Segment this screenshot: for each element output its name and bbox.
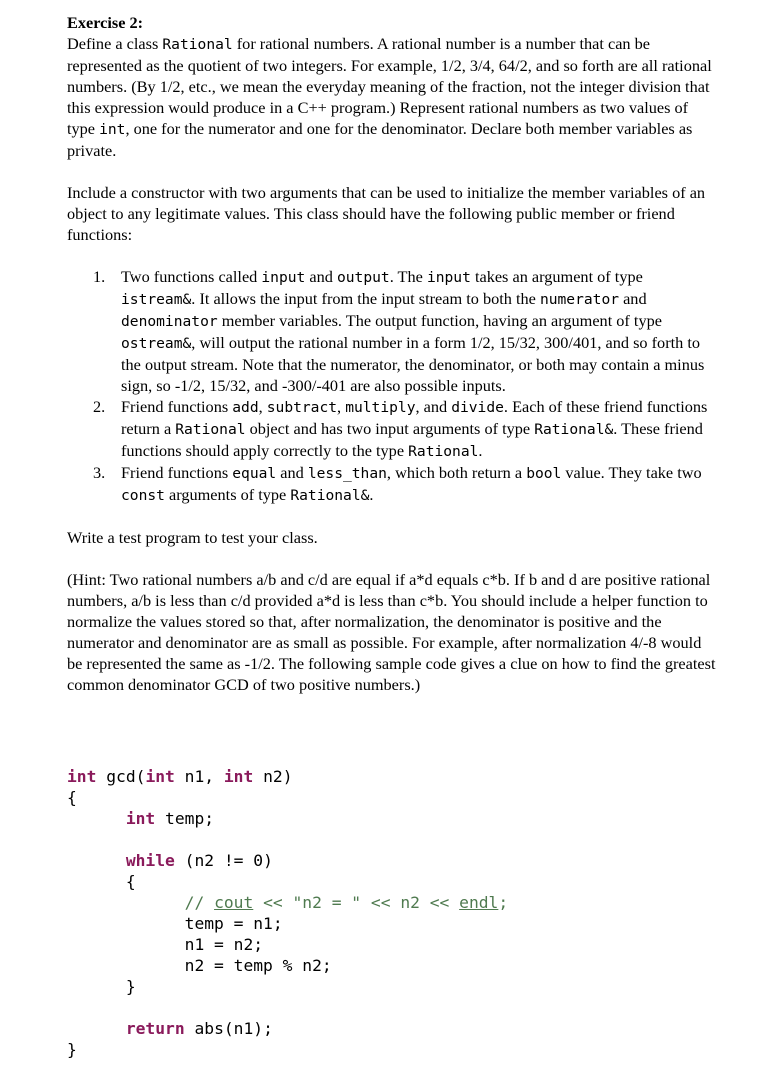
requirements-list [67,266,717,506]
constructor-paragraph: Include a constructor with two arguments that can be used to initialize the member variables of an object to any legitimate values. This class should have the following public member or friend functions: [67,183,706,244]
code-line-inner-close: } [125,977,136,996]
list-item: 3. Friend functions equal and less_than, which both return a bool value. They take two const arguments of type Rational&. [93,463,702,504]
intro-paragraph: Define a class Rational for rational numbers. A rational number is a number that can be represented as the quotient of two integers. For example, 1/2, 3/4, 64/2, and so forth are all rational numbers. (By 1/2, etc., we mean the everyday meaning of the fraction, not the integer division that this expression would produce in a C++ program.) Represent rational numbers as two values of type int, one for the numerator and one for the denominator. Declare both member variables as private. [67,34,712,160]
hint-paragraph: (Hint: Two rational numbers a/b and c/d are equal if a*d equals c*b. If b and d are positive rational numbers, a/b is less than c/d provided a*d is less than c*b. You should include a helper function to normalize the values stored so that, after normalization, the denominator is positive and the numerator and denominator are as small as possible. For example, after normalization 4/-8 would be represented the same as -1/2. The following sample code gives a clue on how to find the greatest common denominator GCD of two positive numbers.) [67,570,716,694]
gcd-code-sample [67,766,508,1060]
code-line-inner-open: { [125,872,136,891]
code-line-n2: n2 = temp % n2; [184,956,332,975]
code-line-while: while (n2 != 0) [125,851,273,870]
code-line-temp: temp = n1; [184,914,283,933]
code-open-brace: { [67,788,77,807]
code-line-return: return abs(n1); [125,1019,273,1038]
test-program-paragraph: Write a test program to test your class. [67,528,318,547]
code-close-brace: } [67,1040,77,1059]
exercise-title: Exercise 2: [67,13,144,32]
code-line-decl: int temp; [125,809,215,828]
code-line-n1: n1 = n2; [184,935,264,954]
exercise-document [67,12,717,695]
list-item: 1. Two functions called input and output. The input takes an argument of type istream&. It allows the input from the input stream to both the numerator and denominator member variables. The output function, having an argument of type ostream&, will output the rational number in a form 1/2, 15/32, 300/401, and so forth to the output stream. Note that the numerator, the denominator, or both may contain a minus sign, so -1/2, 15/32, and -300/-401 are also possible inputs. [93,267,705,395]
code-line-signature: int gcd(int n1, int n2) [67,767,293,786]
list-item: 2. Friend functions add, subtract, multiply, and divide. Each of these friend functions return a Rational object and has two input arguments of type Rational&. These friend functions should apply correctly to the type Rational. [93,397,708,460]
code-line-comment: // cout << "n2 = " << n2 << endl; [184,893,509,912]
